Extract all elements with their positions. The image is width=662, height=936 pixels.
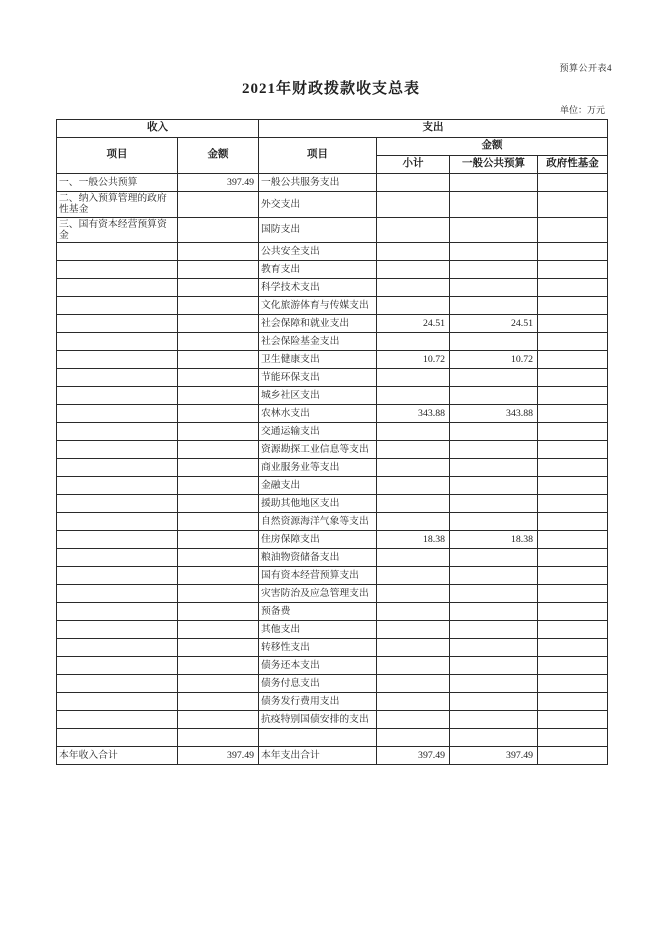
expense-amount-header: 金额 <box>377 138 608 156</box>
expense-subtotal-cell <box>377 603 450 621</box>
expense-government-fund-cell <box>538 477 608 495</box>
expense-general-budget-cell <box>450 675 538 693</box>
expense-general-budget-cell <box>450 333 538 351</box>
income-amount-cell <box>178 387 259 405</box>
income-amount-cell <box>178 639 259 657</box>
expense-subtotal-cell <box>377 192 450 218</box>
expense-item-cell: 债务还本支出 <box>259 657 377 675</box>
income-item-cell <box>57 585 178 603</box>
income-amount-cell <box>178 441 259 459</box>
expense-government-fund-cell <box>538 423 608 441</box>
income-item-cell <box>57 567 178 585</box>
expense-item-cell: 住房保障支出 <box>259 531 377 549</box>
income-amount-cell <box>178 351 259 369</box>
income-item-cell <box>57 423 178 441</box>
expense-general-budget-cell <box>450 549 538 567</box>
table-row <box>57 297 608 315</box>
income-amount-cell <box>178 675 259 693</box>
expense-subtotal-cell <box>377 217 450 243</box>
expense-general-budget-cell: 397.49 <box>450 747 538 765</box>
expense-general-budget-cell <box>450 261 538 279</box>
income-amount-cell <box>178 693 259 711</box>
table-row <box>57 693 608 711</box>
budget-summary-table <box>56 119 608 765</box>
table-row <box>57 477 608 495</box>
expense-item-cell: 预备费 <box>259 603 377 621</box>
income-item-cell: 二、纳入预算管理的政府性基金 <box>57 192 178 218</box>
expense-subtotal-cell <box>377 369 450 387</box>
expense-general-budget-cell <box>450 387 538 405</box>
expense-item-cell: 自然资源海洋气象等支出 <box>259 513 377 531</box>
expense-government-fund-cell <box>538 459 608 477</box>
income-amount-cell <box>178 459 259 477</box>
income-item-cell <box>57 369 178 387</box>
income-item-cell <box>57 495 178 513</box>
expense-government-fund-cell <box>538 621 608 639</box>
expense-government-fund-cell <box>538 693 608 711</box>
expense-item-cell: 外交支出 <box>259 192 377 218</box>
expense-general-budget-cell <box>450 495 538 513</box>
expense-government-fund-cell <box>538 192 608 218</box>
table-row <box>57 621 608 639</box>
income-amount-cell <box>178 585 259 603</box>
table-row <box>57 243 608 261</box>
income-amount-header: 金额 <box>178 138 259 174</box>
expense-general-budget-cell <box>450 192 538 218</box>
expense-subtotal-cell <box>377 729 450 747</box>
income-amount-cell <box>178 261 259 279</box>
income-amount-cell <box>178 369 259 387</box>
expense-item-cell: 债务发行费用支出 <box>259 693 377 711</box>
expense-general-budget-cell <box>450 297 538 315</box>
expense-general-budget-cell <box>450 729 538 747</box>
general-public-budget-header: 一般公共预算 <box>450 156 538 174</box>
expense-government-fund-cell <box>538 315 608 333</box>
expense-government-fund-cell <box>538 174 608 192</box>
expense-item-cell: 节能环保支出 <box>259 369 377 387</box>
table-row <box>57 711 608 729</box>
income-item-cell <box>57 675 178 693</box>
expense-subtotal-cell <box>377 387 450 405</box>
expense-item-cell: 商业服务业等支出 <box>259 459 377 477</box>
expense-government-fund-cell <box>538 603 608 621</box>
income-item-cell <box>57 459 178 477</box>
expense-subtotal-cell <box>377 459 450 477</box>
expense-government-fund-cell <box>538 369 608 387</box>
expense-subtotal-cell <box>377 711 450 729</box>
income-amount-cell <box>178 192 259 218</box>
income-item-cell <box>57 549 178 567</box>
expense-general-budget-cell <box>450 174 538 192</box>
expense-group-header: 支出 <box>259 120 608 138</box>
income-item-cell <box>57 441 178 459</box>
expense-government-fund-cell <box>538 585 608 603</box>
table-body <box>57 174 608 765</box>
expense-subtotal-cell: 24.51 <box>377 315 450 333</box>
expense-general-budget-cell <box>450 711 538 729</box>
income-item-cell <box>57 531 178 549</box>
expense-subtotal-cell <box>377 621 450 639</box>
table-row <box>57 405 608 423</box>
table-row <box>57 315 608 333</box>
expense-government-fund-cell <box>538 351 608 369</box>
expense-general-budget-cell <box>450 369 538 387</box>
header-row-columns <box>57 138 608 156</box>
expense-subtotal-cell <box>377 567 450 585</box>
income-item-cell <box>57 405 178 423</box>
income-item-cell: 三、国有资本经营预算资金 <box>57 217 178 243</box>
income-amount-cell <box>178 567 259 585</box>
expense-subtotal-cell: 343.88 <box>377 405 450 423</box>
expense-subtotal-cell <box>377 441 450 459</box>
income-item-cell: 本年收入合计 <box>57 747 178 765</box>
expense-subtotal-cell: 10.72 <box>377 351 450 369</box>
expense-item-header: 项目 <box>259 138 377 174</box>
income-amount-cell <box>178 729 259 747</box>
income-amount-cell <box>178 621 259 639</box>
income-item-cell <box>57 279 178 297</box>
expense-subtotal-cell <box>377 639 450 657</box>
table-row <box>57 279 608 297</box>
expense-subtotal-cell <box>377 243 450 261</box>
expense-subtotal-cell <box>377 657 450 675</box>
table-row <box>57 549 608 567</box>
expense-government-fund-cell <box>538 279 608 297</box>
table-row <box>57 639 608 657</box>
expense-subtotal-cell <box>377 675 450 693</box>
table-row <box>57 459 608 477</box>
income-item-cell <box>57 639 178 657</box>
expense-item-cell: 本年支出合计 <box>259 747 377 765</box>
table-row <box>57 603 608 621</box>
income-amount-cell <box>178 243 259 261</box>
expense-item-cell: 援助其他地区支出 <box>259 495 377 513</box>
income-amount-cell <box>178 333 259 351</box>
income-item-cell <box>57 315 178 333</box>
table-row <box>57 333 608 351</box>
doc-sequence-label: 预算公开表4 <box>559 63 612 73</box>
expense-subtotal-cell: 18.38 <box>377 531 450 549</box>
table-row <box>57 567 608 585</box>
income-amount-cell <box>178 217 259 243</box>
expense-general-budget-cell <box>450 621 538 639</box>
table-row <box>57 192 608 218</box>
expense-item-cell: 农林水支出 <box>259 405 377 423</box>
expense-item-cell: 灾害防治及应急管理支出 <box>259 585 377 603</box>
income-item-cell <box>57 621 178 639</box>
expense-general-budget-cell <box>450 603 538 621</box>
income-item-header: 项目 <box>57 138 178 174</box>
table-header <box>57 120 608 174</box>
expense-subtotal-cell <box>377 297 450 315</box>
expense-item-cell: 卫生健康支出 <box>259 351 377 369</box>
expense-subtotal-cell <box>377 174 450 192</box>
expense-subtotal-cell <box>377 549 450 567</box>
income-amount-cell <box>178 477 259 495</box>
table-row <box>57 351 608 369</box>
expense-general-budget-cell: 343.88 <box>450 405 538 423</box>
income-item-cell <box>57 657 178 675</box>
expense-general-budget-cell <box>450 217 538 243</box>
table-row <box>57 217 608 243</box>
expense-item-cell: 抗疫特别国债安排的支出 <box>259 711 377 729</box>
expense-government-fund-cell <box>538 513 608 531</box>
expense-item-cell: 教育支出 <box>259 261 377 279</box>
income-item-cell <box>57 351 178 369</box>
expense-government-fund-cell <box>538 261 608 279</box>
expense-item-cell: 债务付息支出 <box>259 675 377 693</box>
income-item-cell <box>57 297 178 315</box>
expense-general-budget-cell <box>450 639 538 657</box>
expense-government-fund-cell <box>538 639 608 657</box>
expense-item-cell: 转移性支出 <box>259 639 377 657</box>
expense-item-cell: 粮油物资储备支出 <box>259 549 377 567</box>
table-row <box>57 657 608 675</box>
expense-government-fund-cell <box>538 495 608 513</box>
expense-general-budget-cell <box>450 441 538 459</box>
table-row <box>57 174 608 192</box>
expense-item-cell: 文化旅游体育与传媒支出 <box>259 297 377 315</box>
income-item-cell <box>57 243 178 261</box>
table-row <box>57 513 608 531</box>
expense-item-cell: 社会保险基金支出 <box>259 333 377 351</box>
table-row <box>57 585 608 603</box>
expense-item-cell: 其他支出 <box>259 621 377 639</box>
expense-subtotal-cell <box>377 423 450 441</box>
expense-government-fund-cell <box>538 217 608 243</box>
income-item-cell <box>57 477 178 495</box>
income-amount-cell <box>178 513 259 531</box>
table-row <box>57 369 608 387</box>
income-item-cell <box>57 261 178 279</box>
income-item-cell <box>57 333 178 351</box>
expense-government-fund-cell <box>538 747 608 765</box>
government-fund-header: 政府性基金 <box>538 156 608 174</box>
expense-general-budget-cell: 24.51 <box>450 315 538 333</box>
table-row <box>57 495 608 513</box>
expense-government-fund-cell <box>538 675 608 693</box>
income-amount-cell: 397.49 <box>178 174 259 192</box>
expense-subtotal-cell <box>377 477 450 495</box>
expense-item-cell: 国防支出 <box>259 217 377 243</box>
expense-item-cell: 资源勘探工业信息等支出 <box>259 441 377 459</box>
expense-item-cell: 交通运输支出 <box>259 423 377 441</box>
income-amount-cell <box>178 711 259 729</box>
table-row <box>57 441 608 459</box>
expense-item-cell: 社会保障和就业支出 <box>259 315 377 333</box>
unit-label: 单位：万元 <box>559 105 605 115</box>
page-title: 2021年财政拨款收支总表 <box>241 81 420 97</box>
table-row <box>57 531 608 549</box>
expense-general-budget-cell <box>450 279 538 297</box>
income-amount-cell <box>178 549 259 567</box>
expense-general-budget-cell <box>450 477 538 495</box>
table-row <box>57 387 608 405</box>
expense-subtotal-cell <box>377 693 450 711</box>
expense-subtotal-cell: 397.49 <box>377 747 450 765</box>
income-item-cell: 一、一般公共预算 <box>57 174 178 192</box>
expense-government-fund-cell <box>538 531 608 549</box>
expense-subtotal-cell <box>377 585 450 603</box>
income-amount-cell <box>178 279 259 297</box>
income-item-cell <box>57 693 178 711</box>
expense-government-fund-cell <box>538 333 608 351</box>
expense-item-cell <box>259 729 377 747</box>
income-amount-cell <box>178 657 259 675</box>
income-amount-cell <box>178 297 259 315</box>
expense-government-fund-cell <box>538 657 608 675</box>
expense-government-fund-cell <box>538 297 608 315</box>
income-item-cell <box>57 387 178 405</box>
expense-item-cell: 公共安全支出 <box>259 243 377 261</box>
expense-general-budget-cell <box>450 459 538 477</box>
expense-government-fund-cell <box>538 567 608 585</box>
expense-general-budget-cell <box>450 657 538 675</box>
expense-general-budget-cell <box>450 585 538 603</box>
table-row <box>57 261 608 279</box>
expense-subtotal-cell <box>377 279 450 297</box>
income-item-cell <box>57 513 178 531</box>
expense-government-fund-cell <box>538 441 608 459</box>
income-amount-cell <box>178 495 259 513</box>
expense-subtotal-cell <box>377 495 450 513</box>
income-amount-cell <box>178 315 259 333</box>
income-item-cell <box>57 603 178 621</box>
table-row <box>57 675 608 693</box>
expense-general-budget-cell <box>450 423 538 441</box>
expense-item-cell: 科学技术支出 <box>259 279 377 297</box>
header-row-groups <box>57 120 608 138</box>
expense-government-fund-cell <box>538 243 608 261</box>
table-row <box>57 423 608 441</box>
income-item-cell <box>57 711 178 729</box>
income-amount-cell <box>178 603 259 621</box>
expense-general-budget-cell: 18.38 <box>450 531 538 549</box>
expense-government-fund-cell <box>538 549 608 567</box>
expense-general-budget-cell <box>450 513 538 531</box>
expense-general-budget-cell <box>450 693 538 711</box>
income-amount-cell: 397.49 <box>178 747 259 765</box>
totals-row <box>57 747 608 765</box>
expense-subtotal-cell <box>377 261 450 279</box>
income-group-header: 收入 <box>57 120 259 138</box>
expense-subtotal-cell <box>377 513 450 531</box>
expense-government-fund-cell <box>538 387 608 405</box>
expense-government-fund-cell <box>538 711 608 729</box>
income-amount-cell <box>178 531 259 549</box>
income-amount-cell <box>178 405 259 423</box>
expense-government-fund-cell <box>538 729 608 747</box>
expense-general-budget-cell: 10.72 <box>450 351 538 369</box>
expense-government-fund-cell <box>538 405 608 423</box>
expense-item-cell: 一般公共服务支出 <box>259 174 377 192</box>
expense-item-cell: 国有资本经营预算支出 <box>259 567 377 585</box>
table-row <box>57 729 608 747</box>
expense-item-cell: 金融支出 <box>259 477 377 495</box>
expense-general-budget-cell <box>450 243 538 261</box>
subtotal-header: 小计 <box>377 156 450 174</box>
expense-general-budget-cell <box>450 567 538 585</box>
expense-subtotal-cell <box>377 333 450 351</box>
income-item-cell <box>57 729 178 747</box>
income-amount-cell <box>178 423 259 441</box>
expense-item-cell: 城乡社区支出 <box>259 387 377 405</box>
